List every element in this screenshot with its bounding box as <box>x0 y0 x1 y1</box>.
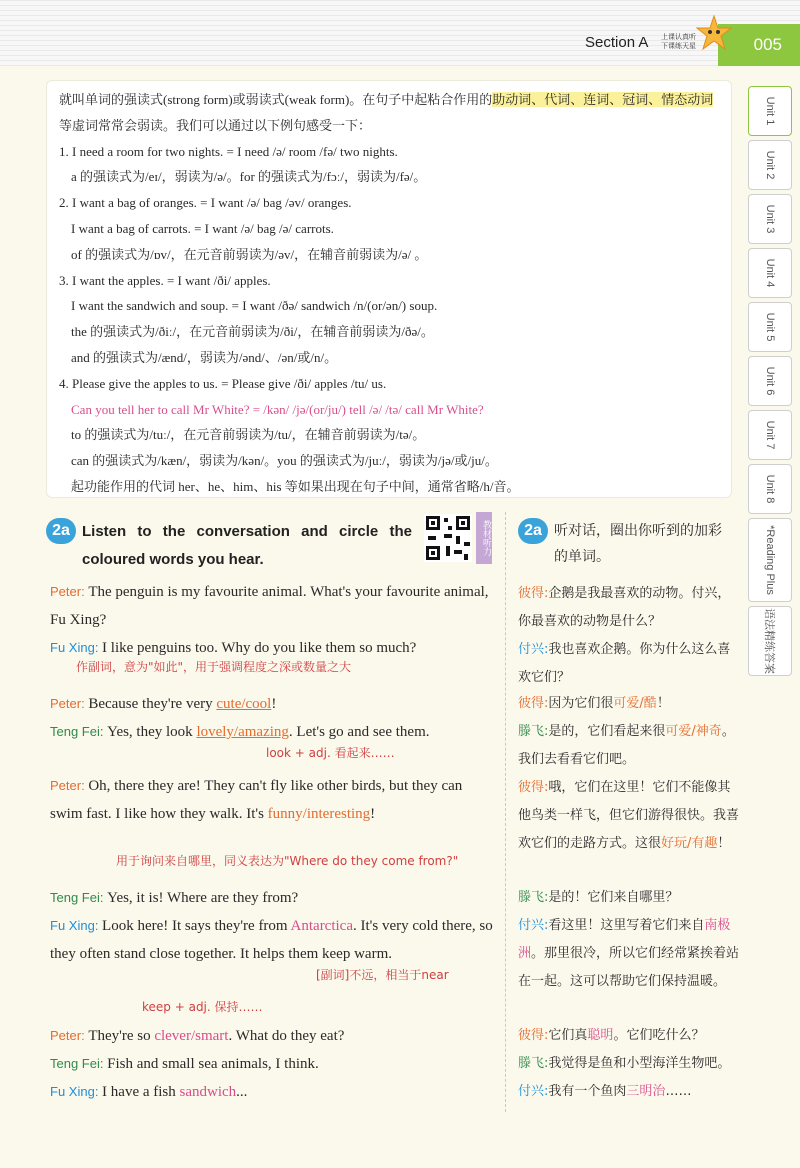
cn-text: 看这里！这里写着它们来自 <box>548 918 705 933</box>
note-so: 作副词，意为"如此"，用于强调程度之深或数量之大 <box>76 660 352 674</box>
cn-coloured-word: 可爱/酷 <box>613 696 657 711</box>
tab-unit-2[interactable] <box>748 140 792 190</box>
cn-text: 我也喜欢企鹅。你为什么这么喜欢它们？ <box>518 642 731 685</box>
speaker: Teng Fei <box>50 1056 100 1071</box>
example-line: 2. I want a bag of oranges. = I want /ə/ bag /əv/ oranges. <box>59 195 352 211</box>
cn-text: 它们真 <box>548 1028 588 1043</box>
cn-speaker: 滕飞 <box>518 890 545 905</box>
tab-unit-5[interactable] <box>748 302 792 352</box>
tab-label: Unit 7 <box>764 420 776 450</box>
cn-text: 我觉得是鱼和小型海洋生物吧。 <box>548 1056 731 1071</box>
dialog-line: Peter: The penguin is my favourite animal. What's your favourite animal, Fu Xing? <box>50 584 489 628</box>
translation-line: 彼得:因为它们很可爱/酷！ <box>518 696 670 711</box>
example-line: can 的强读式为/kæn/，弱读为/kən/。you 的强读式为/juː/，弱读为/jə/或/ju/。 <box>71 453 498 469</box>
line-tail: . It's very cold there, so they often stand close together. It helps them keep warm. <box>50 918 493 962</box>
speaker: Teng Fei <box>50 724 100 739</box>
header-tag-1: 上课认真听 <box>661 33 696 41</box>
note-close: [副词]不远，相当于near <box>316 968 449 982</box>
line-text: Fish and small sea animals, I think. <box>107 1056 319 1072</box>
page-number: 005 <box>718 24 800 66</box>
tab-reading-plus[interactable] <box>748 518 792 602</box>
translation-line: 滕飞:是的，它们看起来很可爱/神奇。我们去看看它们吧。 <box>518 724 735 767</box>
translation-line: 付兴:我有一个鱼肉三明治…… <box>518 1084 692 1099</box>
tab-label: Unit 4 <box>764 258 776 288</box>
unit-tabs <box>748 86 792 680</box>
tab-unit-8[interactable] <box>748 464 792 514</box>
cn-speaker: 付兴 <box>518 1084 545 1099</box>
grammar-intro-line <box>59 87 731 113</box>
cn-tail: 。它们吃什么？ <box>613 1028 705 1043</box>
note-look: look + adj. 看起来…… <box>266 746 395 760</box>
translation-line: 滕飞:是的！它们来自哪里？ <box>518 890 679 905</box>
dialog-line: Peter: Because they're very cute/cool! <box>50 696 277 712</box>
coloured-word[interactable]: sandwich <box>179 1084 237 1100</box>
coloured-word[interactable]: Antarctica <box>290 918 353 934</box>
exercise-badge-cn: 2a <box>518 518 548 544</box>
translation-line: 滕飞:我觉得是鱼和小型海洋生物吧。 <box>518 1056 731 1071</box>
coloured-word[interactable]: cute/cool <box>216 696 272 712</box>
cn-coloured-word: 可爱/神奇 <box>665 724 722 739</box>
cn-coloured-word: 三明治 <box>626 1084 666 1099</box>
tab-label: Unit 6 <box>764 366 776 396</box>
note-keep: keep + adj. 保持…… <box>142 1000 263 1014</box>
cn-tail: ！ <box>717 836 731 851</box>
line-text: Yes, they look <box>107 724 197 740</box>
dialog-line: Teng Fei: Fish and small sea animals, I think. <box>50 1056 319 1072</box>
speaker: Peter <box>50 696 82 711</box>
tab-label: Unit 8 <box>764 474 776 504</box>
cn-tail: ！ <box>656 696 670 711</box>
speaker: Fu Xing <box>50 640 95 655</box>
speaker: Peter <box>50 584 82 599</box>
line-text: The penguin is my favourite animal. What's your favourite animal, Fu Xing? <box>50 584 489 628</box>
line-tail: . Let's go and see them. <box>288 724 430 740</box>
intro-text: 就叫单词的强读式(strong form)或弱读式(weak form)。在句子中起粘合作用的 <box>59 92 493 107</box>
example-line: to 的强读式为/tuː/，在元音前弱读为/tu/，在辅音前弱读为/tə/。 <box>71 427 426 443</box>
tab-label: *Reading Plus <box>764 525 776 595</box>
grammar-intro-line-2: 等虚词常常会弱读。我们可以通过以下例句感受一下： <box>59 117 372 133</box>
example-line: and 的强读式为/ænd/，弱读为/ənd/、/ən/或/n/。 <box>71 349 338 365</box>
tab-label: Unit 1 <box>764 96 776 126</box>
speaker: Peter <box>50 1028 82 1043</box>
example-line: I want the sandwich and soup. = I want /ðə/ sandwich /n/(or/ən/) soup. <box>71 298 438 314</box>
speaker: Fu Xing <box>50 1084 95 1099</box>
line-text: Look here! It says they're from <box>102 918 291 934</box>
speaker: Peter <box>50 778 82 793</box>
cn-tail: 。我们去看看它们吧。 <box>518 724 735 767</box>
cn-text: 我有一个鱼肉 <box>548 1084 627 1099</box>
cn-speaker: 彼得 <box>518 696 545 711</box>
cn-speaker: 彼得 <box>518 780 545 795</box>
tab-label: Unit 2 <box>764 150 776 180</box>
dialog-line: Fu Xing: Look here! It says they're from Antarctica. It's very cold there, so they often stand close together. It helps them keep warm. <box>50 918 493 962</box>
note-where: 用于询问来自哪里，同义表达为"Where do they come from?" <box>116 854 459 868</box>
tab-label: Unit 3 <box>764 204 776 234</box>
line-text: I like penguins too. Why do you like them so much? <box>102 640 417 656</box>
cn-coloured-word: 好玩/有趣 <box>661 836 718 851</box>
tab-unit-1[interactable] <box>748 86 792 136</box>
intro-highlight: 助动词、代词、连词、冠词、情态动词 <box>492 92 714 107</box>
translation-line: 彼得:它们真聪明。它们吃什么？ <box>518 1028 705 1043</box>
coloured-word[interactable]: funny/interesting <box>267 806 371 822</box>
tab-unit-4[interactable] <box>748 248 792 298</box>
translation-line: 付兴:我也喜欢企鹅。你为什么这么喜欢它们？ <box>518 642 731 685</box>
line-text: Because they're very <box>88 696 217 712</box>
cn-speaker: 彼得 <box>518 586 545 601</box>
header-tags <box>661 33 696 51</box>
dialog-line: Teng Fei: Yes, it is! Where are they from? <box>50 890 299 906</box>
tab-unit-6[interactable] <box>748 356 792 406</box>
line-text: I have a fish <box>102 1084 180 1100</box>
page-header <box>0 0 800 66</box>
qr-label: 教材听力 <box>476 512 492 564</box>
line-text: Oh, there they are! They can't fly like other birds, but they can swim fast. I like how they walk. It's <box>50 778 463 822</box>
cn-speaker: 付兴 <box>518 642 545 657</box>
cn-text: 因为它们很 <box>548 696 614 711</box>
cn-text: 企鹅是我最喜欢的动物。付兴，你最喜欢的动物是什么？ <box>518 586 731 629</box>
cn-speaker: 滕飞 <box>518 1056 545 1071</box>
line-tail: ... <box>236 1084 248 1100</box>
example-line: 1. I need a room for two nights. = I need /ə/ room /fə/ two nights. <box>59 143 398 159</box>
dialog-line: Peter: They're so clever/smart. What do they eat? <box>50 1028 345 1044</box>
cn-instruction: 听对话，圈出你听到的加彩的单词。 <box>554 523 722 565</box>
line-tail: ! <box>271 696 277 712</box>
cn-tail: …… <box>665 1084 692 1099</box>
qr-code-icon[interactable] <box>424 514 472 562</box>
cn-coloured-word: 聪明 <box>587 1028 614 1043</box>
translation-line: 彼得:哦，它们在这里！它们不能像其他鸟类一样飞，但它们游得很快。我喜欢它们的走路方式。这很好玩/有趣！ <box>518 780 740 851</box>
line-text: They're so <box>88 1028 155 1044</box>
dialog-line: Fu Xing: I like penguins too. Why do you like them so much? <box>50 640 417 656</box>
translation-line: 付兴:看这里！这里写着它们来自南极洲。那里很冷，所以它们经常紧挨着站在一起。这可以帮助它们保持温暖。 <box>518 918 740 989</box>
cn-speaker: 彼得 <box>518 1028 545 1043</box>
tab-label: Unit 5 <box>764 312 776 342</box>
dialog-line: Fu Xing: I have a fish sandwich... <box>50 1084 248 1100</box>
tab-unit-3[interactable] <box>748 194 792 244</box>
dialog-line: Teng Fei: Yes, they look lovely/amazing. Let's go and see them. <box>50 724 430 740</box>
example-line: the 的强读式为/ðiː/，在元音前弱读为/ði/，在辅音前弱读为/ðə/。 <box>71 324 434 340</box>
header-tag-2: 下课练天星 <box>661 42 696 50</box>
example-line: Can you tell her to call Mr White? = /kən/ /jə/(or/ju/) tell /ə/ /tə/ call Mr White? <box>71 401 484 417</box>
example-line: 3. I want the apples. = I want /ði/ apples. <box>59 272 271 288</box>
cn-tail: 。那里很冷，所以它们经常紧挨着站在一起。这可以帮助它们保持温暖。 <box>518 946 740 989</box>
section-label: Section A <box>585 34 649 51</box>
cn-speaker: 滕飞 <box>518 724 545 739</box>
line-text: Yes, it is! Where are they from? <box>107 890 299 906</box>
coloured-word[interactable]: lovely/amazing <box>196 724 289 740</box>
example-line: a 的强读式为/eɪ/，弱读为/ə/。for 的强读式为/fɔː/，弱读为/fə/。 <box>71 169 427 185</box>
coloured-word[interactable]: clever/smart <box>154 1028 229 1044</box>
tab-unit-7[interactable] <box>748 410 792 460</box>
tab-label: 语法精练答案 <box>763 608 775 674</box>
speaker: Fu Xing <box>50 918 95 933</box>
speaker: Teng Fei <box>50 890 100 905</box>
line-tail: . What do they eat? <box>228 1028 345 1044</box>
dialog-line: Peter: Oh, there they are! They can't fly like other birds, but they can swim fast. I like how they walk. It's funny/interesting! <box>50 778 463 822</box>
line-tail: ! <box>370 806 376 822</box>
translation-line: 彼得:企鹅是我最喜欢的动物。付兴，你最喜欢的动物是什么？ <box>518 586 731 629</box>
example-line: of 的强读式为/ɒv/，在元音前弱读为/əv/，在辅音前弱读为/ə/ 。 <box>71 246 428 262</box>
exercise-badge: 2a <box>46 518 76 544</box>
column-divider <box>505 512 506 1112</box>
cn-coloured-word: 南极洲 <box>518 918 731 961</box>
exercise-instruction: Listen to the conversation and circle the coloured words you hear. <box>82 523 412 568</box>
example-line: 4. Please give the apples to us. = Please give /ði/ apples /tu/ us. <box>59 375 387 391</box>
grammar-note-box <box>46 80 732 498</box>
cn-speaker: 付兴 <box>518 918 545 933</box>
example-line: 起功能作用的代词 her、he、him、his 等如果出现在句子中间，通常省略/h/音。 <box>71 478 520 494</box>
tab-grammar-answers[interactable] <box>748 606 792 676</box>
cn-text: 是的！它们来自哪里？ <box>548 890 679 905</box>
cn-text: 哦，它们在这里！它们不能像其他鸟类一样飞，但它们游得很快。我喜欢它们的走路方式。这很 <box>518 780 740 851</box>
example-line: I want a bag of carrots. = I want /ə/ bag /ə/ carrots. <box>71 220 334 236</box>
mascot-star-icon <box>696 14 732 54</box>
cn-text: 是的，它们看起来很 <box>548 724 666 739</box>
